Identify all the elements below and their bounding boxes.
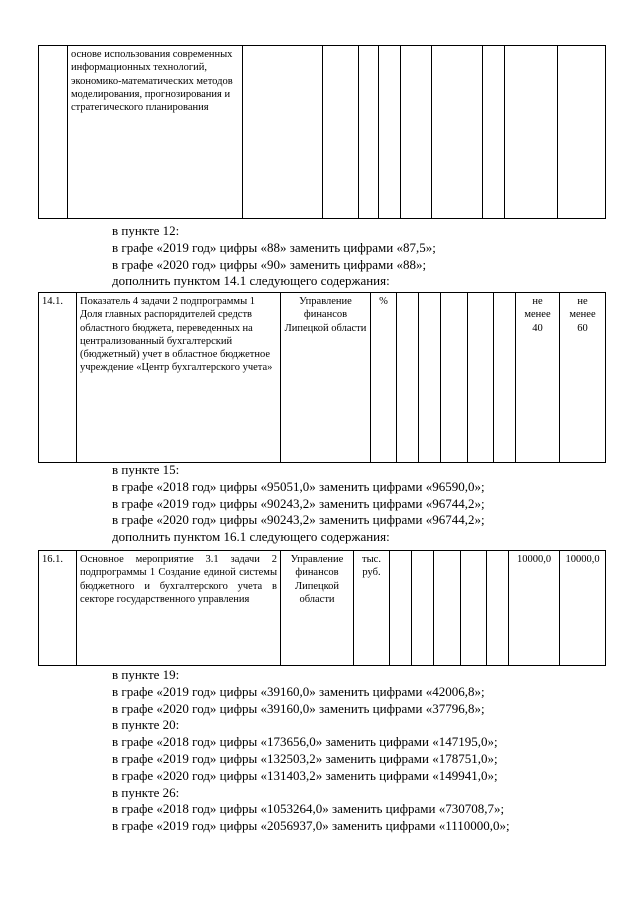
cell-2020: не менее 60 — [560, 293, 606, 463]
cell-name: Основное мероприятие 3.1 задачи 2 подпрограммы 1 Создание единой системы бюджетного и бухгалтерского учета в секторе государственного управления — [77, 551, 281, 666]
text-block-1 — [112, 223, 436, 290]
paragraph-line: в пункте 20: — [112, 717, 180, 733]
paragraph-line: в графе «2019 год» цифры «2056937,0» заменить цифрами «1110000,0»; — [112, 818, 510, 834]
cell-2019: 10000,0 — [509, 551, 560, 666]
cell-unit: тыс. руб. — [354, 551, 390, 666]
paragraph-line: в пункте 12: — [112, 223, 180, 238]
table-row-16-1 — [38, 550, 606, 666]
cell-num: 16.1. — [39, 551, 77, 666]
paragraph-line: в графе «2018 год» цифры «1053264,0» заменить цифрами «730708,7»; — [112, 801, 505, 817]
paragraph-line: в графе «2020 год» цифры «90243,2» заменить цифрами «96744,2»; — [112, 512, 485, 528]
cell-2019: не менее 40 — [516, 293, 560, 463]
text-block-3 — [112, 667, 510, 835]
cell-name: Показатель 4 задачи 2 подпрограммы 1 Доля главных распорядителей средств областного бюджета, переведенных на централизованный бухгалтерский (бюджетный) учет в областное бюджетное учреждение «Центр бухгалтерского учета» — [77, 293, 281, 463]
table-fragment-1 — [38, 45, 606, 219]
cell-executor: Управление финансов Липецкой области — [281, 293, 371, 463]
paragraph-line: дополнить пунктом 16.1 следующего содержания: — [112, 529, 390, 545]
table-row-14-1 — [38, 292, 606, 463]
paragraph-line: в графе «2019 год» цифры «90243,2» заменить цифрами «96744,2»; — [112, 495, 485, 511]
paragraph-line: дополнить пунктом 14.1 следующего содержания: — [112, 273, 390, 289]
text-block-2 — [112, 462, 485, 546]
cell-num — [39, 46, 68, 219]
cell-2020: 10000,0 — [560, 551, 606, 666]
paragraph-line: в графе «2020 год» цифры «131403,2» заменить цифрами «149941,0»; — [112, 767, 498, 783]
paragraph-line: в графе «2018 год» цифры «95051,0» заменить цифрами «96590,0»; — [112, 478, 485, 494]
paragraph-line: в графе «2019 год» цифры «88» заменить цифрами «87,5»; — [112, 239, 436, 255]
cell-executor: Управление финансов Липецкой области — [281, 551, 354, 666]
cell-unit: % — [371, 293, 397, 463]
paragraph-line: в пункте 19: — [112, 667, 180, 682]
paragraph-line: в графе «2020 год» цифры «90» заменить цифрами «88»; — [112, 256, 427, 272]
cell-num: 14.1. — [39, 293, 77, 463]
paragraph-line: в графе «2018 год» цифры «173656,0» заменить цифрами «147195,0»; — [112, 734, 498, 750]
paragraph-line: в графе «2019 год» цифры «39160,0» заменить цифрами «42006,8»; — [112, 683, 485, 699]
paragraph-line: в пункте 26: — [112, 784, 180, 800]
paragraph-line: в графе «2019 год» цифры «132503,2» заменить цифрами «178751,0»; — [112, 750, 498, 766]
cell-name: основе использования современных информационных технологий, экономико-математических методов моделирования, прогнозирования и стратегического планирования — [68, 46, 243, 219]
paragraph-line: в пункте 15: — [112, 462, 180, 477]
paragraph-line: в графе «2020 год» цифры «39160,0» заменить цифрами «37796,8»; — [112, 700, 485, 716]
